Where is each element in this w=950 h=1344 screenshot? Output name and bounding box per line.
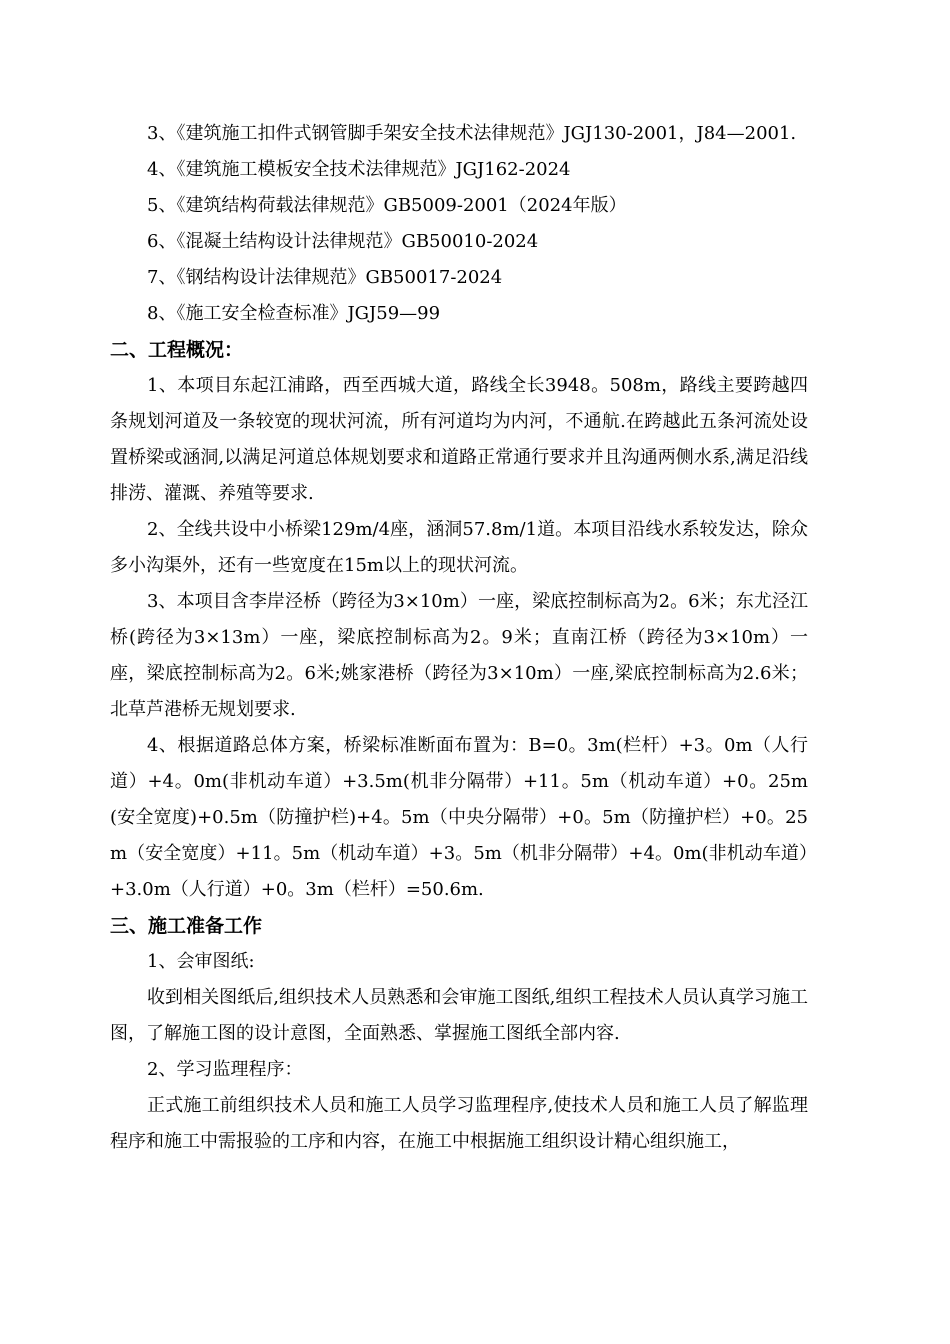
paragraph: 收到相关图纸后,组织技术人员熟悉和会审施工图纸,组织工程技术人员认真学习施工图，了解施工图的设计意图，全面熟悉、掌握施工图纸全部内容. bbox=[110, 987, 808, 1044]
reference-item: 3、《建筑施工扣件式钢管脚手架安全技术法律规范》JGJ130-2001，J84—2001. bbox=[147, 123, 797, 144]
paragraph: 1、本项目东起江浦路，西至西城大道，路线全长3948。508m，路线主要跨越四条规划河道及一条较宽的现状河流，所有河道均为内河，不通航.在跨越此五条河流处设置桥梁或涵洞,以满足河道总体规划要求和道路正常通行要求并且沟通两侧水系,满足沿线排涝、灌溉、养殖等要求. bbox=[110, 375, 808, 504]
document-page bbox=[110, 116, 808, 1160]
reference-item: 7、《钢结构设计法律规范》GB50017-2024 bbox=[147, 267, 503, 288]
reference-item: 4、《建筑施工模板安全技术法律规范》JGJ162-2024 bbox=[147, 159, 571, 180]
reference-item: 6、《混凝土结构设计法律规范》GB50010-2024 bbox=[147, 231, 539, 252]
paragraph: 3、本项目含李岸泾桥（跨径为3×10m）一座，梁底控制标高为2。6米；东尤泾江桥(跨径为3×13m）一座，梁底控制标高为2。9米；直南江桥（跨径为3×10m）一座，梁底控制标高为2。6米;姚家港桥（跨径为3×10m）一座,梁底控制标高为2.6米；北草芦港桥无规划要求. bbox=[110, 591, 808, 720]
section-heading-preparation: 三、施工准备工作 bbox=[110, 915, 263, 937]
reference-item: 8、《施工安全检查标准》JGJ59—99 bbox=[147, 303, 441, 324]
paragraph: 4、根据道路总体方案，桥梁标准断面布置为：B=0。3m(栏杆）+3。0m（人行道）+4。0m(非机动车道）+3.5m(机非分隔带）+11。5m（机动车道）+0。25m(安全宽度)+0.5m（防撞护栏)+4。5m（中央分隔带）+0。5m（防撞护栏）+0。25m（安全宽度）+11。5m（机动车道）+3。5m（机非分隔带）+4。0m(非机动车道）+3.0m（人行道）+0。3m（栏杆）=50.6m. bbox=[110, 735, 808, 900]
paragraph: 2、学习监理程序： bbox=[147, 1059, 303, 1080]
paragraph: 1、会审图纸: bbox=[147, 951, 255, 972]
section-heading-project-overview: 二、工程概况： bbox=[110, 339, 244, 361]
reference-item: 5、《建筑结构荷载法律规范》GB5009-2001（2024年版） bbox=[147, 195, 627, 216]
paragraph: 正式施工前组织技术人员和施工人员学习监理程序,使技术人员和施工人员了解监理程序和施工中需报验的工序和内容，在施工中根据施工组织设计精心组织施工， bbox=[110, 1095, 808, 1152]
paragraph: 2、全线共设中小桥梁129m/4座，涵洞57.8m/1道。本项目沿线水系较发达，除众多小沟渠外，还有一些宽度在15m以上的现状河流。 bbox=[110, 519, 808, 576]
